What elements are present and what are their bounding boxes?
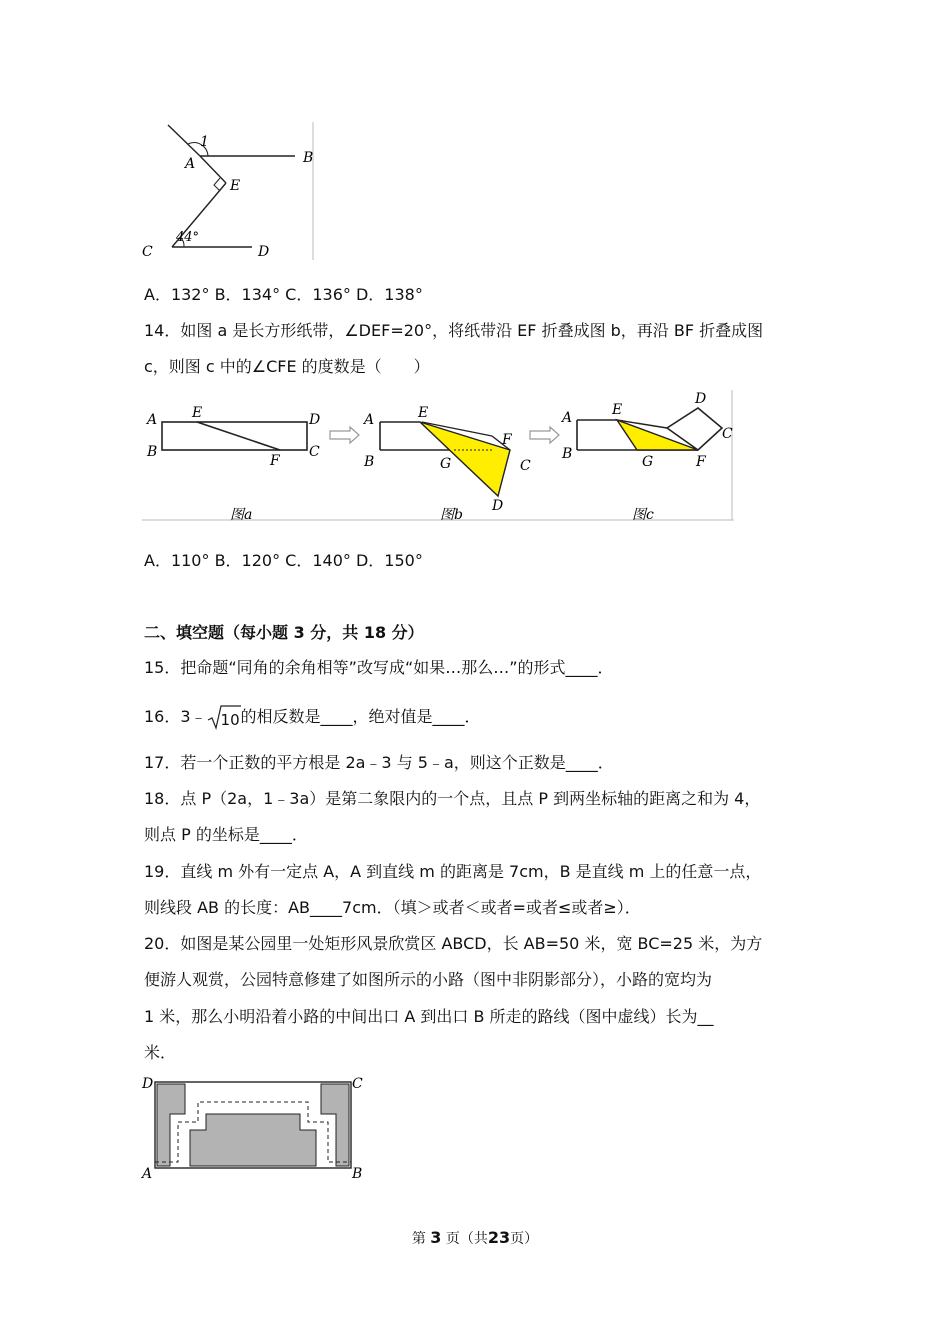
figure-q13 (140, 120, 320, 265)
q14-line2: c，则图 c 中的∠CFE 的度数是（ ） (144, 357, 430, 376)
fig-c-label-B: B (562, 446, 573, 462)
label-B: B (352, 1166, 363, 1182)
page-footer (0, 1228, 950, 1248)
q19-line2: 则线段 AB 的长度：AB____7cm．（填＞或者＜或者=或者≤或者≥）． (144, 898, 641, 917)
fig-c-label-G: G (642, 454, 654, 470)
footer-total-pages: 23 (487, 1228, 511, 1247)
q17: 17．若一个正数的平方根是 2a﹣3 与 5﹣a，则这个正数是____． (144, 753, 614, 772)
q20-line4: 米． (144, 1043, 177, 1062)
shaded-region-center (190, 1114, 316, 1166)
section-heading: 二、填空题（每小题 3 分，共 18 分） (144, 623, 424, 642)
label-C: C (352, 1076, 363, 1092)
fig-a-label-F: F (270, 453, 280, 469)
fig-a-label-D: D (309, 412, 321, 428)
figure-q14 (142, 388, 734, 522)
fig-c-label-F: F (696, 454, 706, 470)
fig-b-label-C: C (520, 458, 531, 474)
label-angle-44: 44° (176, 230, 200, 245)
fig-b-caption: 图b (440, 507, 463, 522)
label-A: A (142, 1166, 153, 1182)
q16-before: 16．3﹣ (144, 707, 207, 726)
label-D: D (258, 244, 270, 260)
fig-b-label-D: D (492, 498, 504, 514)
footer-middle: 页（共 (445, 1231, 488, 1247)
footer-page-number: 3 (430, 1228, 442, 1247)
label-B: B (303, 150, 314, 166)
q15: 15．把命题“同角的余角相等”改写成“如果…那么…”的形式____． (144, 658, 614, 677)
q16-radicand: 10 (220, 711, 240, 729)
fig-c-label-E: E (612, 402, 623, 418)
fig-b-folded-strip (420, 422, 510, 496)
fig-a-label-A: A (147, 412, 158, 428)
fig-b-label-E: E (418, 405, 429, 421)
fig-b-label-A: A (364, 412, 375, 428)
q13-options: A．132° B．134° C．136° D．138° (144, 285, 423, 304)
label-D: D (142, 1076, 154, 1092)
fig-c-folded-strip (617, 420, 698, 450)
fig-c-label-D: D (695, 391, 707, 407)
q14-options: A．110° B．120° C．140° D．150° (144, 551, 423, 570)
label-C: C (142, 244, 153, 260)
fig-c-label-A: A (562, 410, 573, 426)
label-1: 1 (200, 134, 209, 150)
q20-line3: 1 米，那么小明沿着小路的中间出口 A 到出口 B 所走的路线（图中虚线）长为__ (144, 1007, 714, 1026)
q19-line1: 19．直线 m 外有一定点 A，A 到直线 m 的距离是 7cm，B 是直线 m 上的任意一点， (144, 862, 762, 881)
footer-suffix: 页） (510, 1231, 539, 1247)
footer-prefix: 第 (411, 1231, 426, 1247)
fig-a-caption: 图a (230, 507, 253, 522)
fig-b-label-B: B (364, 454, 375, 470)
q18-line2: 则点 P 的坐标是____． (144, 825, 308, 844)
q20-line1: 20．如图是某公园里一处矩形风景欣赏区 ABCD，长 AB=50 米，宽 BC=25 米，为方 (144, 934, 763, 953)
label-A: A (185, 156, 196, 172)
fig-c-label-C: C (722, 426, 733, 442)
q16 (144, 704, 481, 730)
label-E: E (230, 178, 241, 194)
fig-a-label-C: C (309, 444, 320, 460)
fig-b-label-G: G (440, 456, 452, 472)
figure-q20 (140, 1074, 368, 1184)
q16-after: 的相反数是____，绝对值是____． (240, 707, 481, 726)
fig-c-caption: 图c (632, 507, 654, 522)
q14-line1: 14．如图 a 是长方形纸带，∠DEF=20°，将纸带沿 EF 折叠成图 b，再沿 BF 折叠成图 (144, 321, 764, 340)
fig-a-label-B: B (147, 444, 158, 460)
q20-line2: 便游人观赏，公园特意修建了如图所示的小路（图中非阴影部分），小路的宽均为 (144, 970, 713, 989)
fig-a-label-E: E (192, 405, 203, 421)
q18-line1: 18．点 P（2a，1﹣3a）是第二象限内的一个点，且点 P 到两坐标轴的距离之和为 4， (144, 789, 761, 808)
fig-b-label-F: F (502, 432, 512, 448)
sqrt-10 (207, 704, 241, 730)
